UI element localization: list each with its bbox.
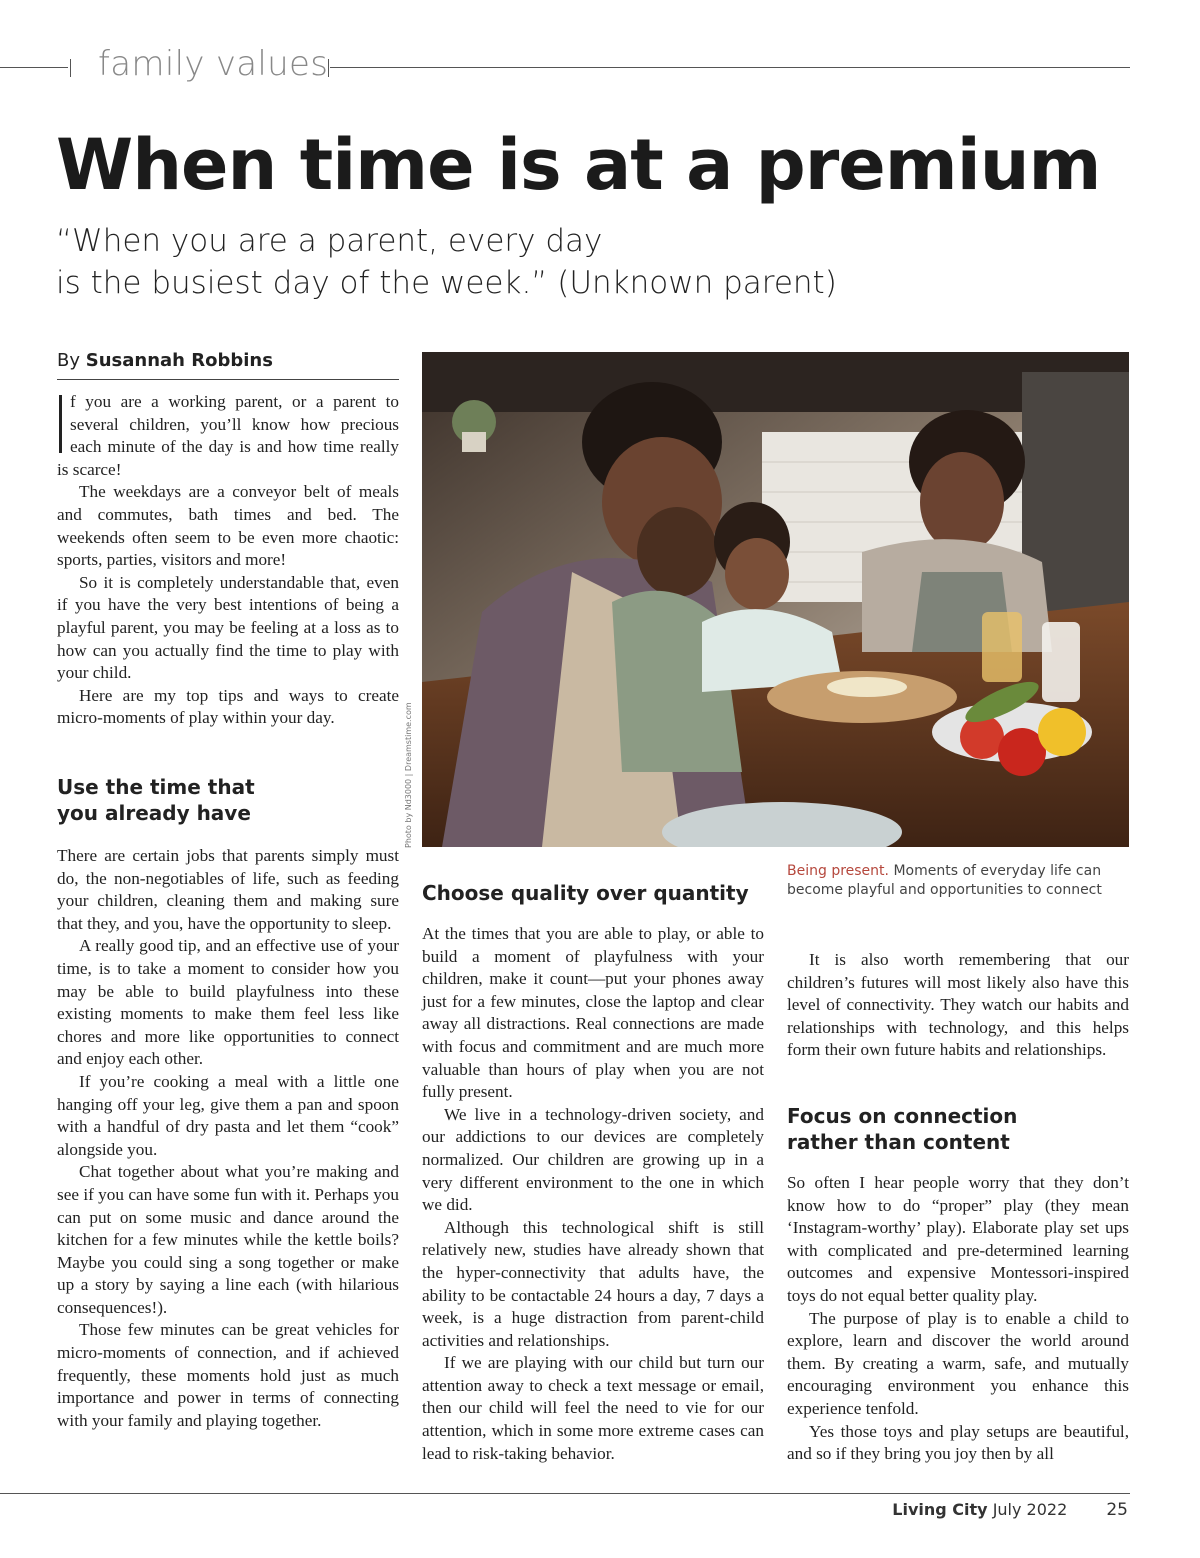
section2-paragraph: Although this technological shift is still relatively new, studies have already shown that the hyper-connectivity that adults have, the ability to be contactable 24 hours a day, 7 days a week, is a huge distraction from parent-child activities and relationships.	[422, 1217, 764, 1350]
intro-text	[57, 391, 399, 730]
family-cooking-photo	[422, 352, 1129, 847]
byline	[57, 350, 273, 371]
section1-heading	[57, 774, 399, 826]
section-label: family values	[98, 44, 329, 84]
section2-paragraph: We live in a technology-driven society, and our addictions to our devices are completely normalized. Our children are growing up in a very different environment to the one in which we did.	[422, 1104, 764, 1215]
deck-line-2: is the busiest day of the week.” (Unknown parent)	[56, 265, 837, 301]
section3-paragraph: So often I hear people worry that they don’t know how to do “proper” play (they mean ‘Instagram-worthy’ play). Elaborate play set ups with complicated and pre-determined learning outcomes and expensive Montessori-inspired toys do not equal better quality play.	[787, 1173, 1129, 1305]
section1-paragraph: There are certain jobs that parents simply must do, the non-negotiables of life, such as feeding your children, cleaning them and making sure that they, and you, have the opportunity to sleep.	[57, 846, 399, 933]
section2-continued-paragraph: It is also worth remembering that our children’s futures will most likely also have this level of connectivity. They watch our habits and relationships with technology, and this helps form their own future habits and relationships.	[787, 950, 1129, 1060]
section3-paragraph: Yes those toys and play setups are beautiful, and so if they bring you joy then by all	[787, 1421, 1129, 1464]
caption-lead: Being present.	[787, 863, 889, 879]
section3-heading	[787, 1103, 1129, 1155]
intro-paragraph-3: So it is completely understandable that, even if you have the very best intentions of being a playful parent, you may be feeling at a loss as to how can you actually find the time to play with your child.	[57, 572, 399, 683]
section1-paragraph: Chat together about what you’re making and see if you can have some fun with it. Perhaps you can put on some music and dance around the kitchen for a few minutes while the kettle boils? Maybe you could sing a song together or make up a story by saying a line each (with hilarious consequences!).	[57, 1162, 399, 1317]
section1-paragraph: If you’re cooking a meal with a little one hanging off your leg, give them a pan and spoon with a handful of dry pasta and let them “cook” alongside you.	[57, 1071, 399, 1159]
footer-rule	[0, 1493, 1130, 1494]
intro-paragraph-4: Here are my top tips and ways to create micro-moments of play within your day.	[57, 685, 399, 728]
section3-heading-line2: rather than content	[787, 1130, 1010, 1154]
intro-paragraph-2: The weekdays are a conveyor belt of meals and commutes, bath times and bed. The weekends often seem to be even more chaotic: sports, parties, visitors and more!	[57, 482, 399, 570]
intro-paragraph-1: f you are a working parent, or a parent to several children, you’ll know how precious each minute of the day is and how time really is scarce!	[57, 392, 399, 479]
byline-prefix: By	[57, 350, 81, 371]
section2-text	[422, 923, 764, 1465]
section1-paragraph: Those few minutes can be great vehicles for micro-moments of connection, and if achieved frequently, these moments hold just as much importance and power in terms of connecting with your family and playing together.	[57, 1320, 399, 1430]
header-rule-right	[330, 67, 1130, 68]
section2-paragraph: If we are playing with our child but turn our attention away to check a text message or email, then our child will feel the need to vie for our attention, which in some more extreme cases can lead to risk-taking behavior.	[422, 1353, 764, 1463]
section2-heading: Choose quality over quantity	[422, 881, 749, 905]
section1-paragraph: A really good tip, and an effective use of your time, is to take a moment to consider how you may be able to build playfulness into these existing moments to make them feel less like chores and more like opportunities to connect and enjoy each other.	[57, 936, 399, 1069]
header-rule-left	[0, 67, 68, 68]
caption-text: Moments of everyday life can become playful and opportunities to connect	[787, 863, 1102, 898]
section2-continued-text	[787, 949, 1129, 1062]
section3-heading-line1: Focus on connection	[787, 1104, 1018, 1128]
photo-caption	[787, 862, 1129, 900]
byline-author: Susannah Robbins	[85, 350, 273, 371]
section1-heading-line1: Use the time that	[57, 775, 255, 799]
header-rule-tick-left	[70, 59, 71, 77]
section1-text	[57, 845, 399, 1432]
section2-paragraph: At the times that you are able to play, or able to build a moment of playfulness with your children, make it count—put your phones away just for a few minutes, close the laptop and clear away all distractions. Real connections are made with focus and commitment and are much more valuable than hours of play when you are not fully present.	[422, 924, 764, 1102]
article-deck	[56, 220, 837, 304]
deck-line-1: “When you are a parent, every day	[56, 223, 603, 259]
section3-text	[787, 1172, 1129, 1466]
section3-paragraph: The purpose of play is to enable a child to explore, learn and discover the world around them. By creating a warm, safe, and mutually encouraging environment you enhance this experience tenfold.	[787, 1308, 1129, 1418]
section1-heading-line2: you already have	[57, 801, 251, 825]
article-title: When time is at a premium	[56, 124, 1101, 206]
header-rule-tick-right	[328, 59, 329, 77]
footer-issue: July 2022	[992, 1500, 1068, 1519]
footer-publication: Living City	[892, 1500, 988, 1519]
footer	[892, 1500, 1128, 1520]
page-number: 25	[1106, 1500, 1128, 1520]
drop-cap-i	[59, 395, 62, 453]
byline-rule	[57, 379, 399, 380]
photo-credit: Photo by Nd3000 | Dreamstime.com	[404, 702, 413, 848]
